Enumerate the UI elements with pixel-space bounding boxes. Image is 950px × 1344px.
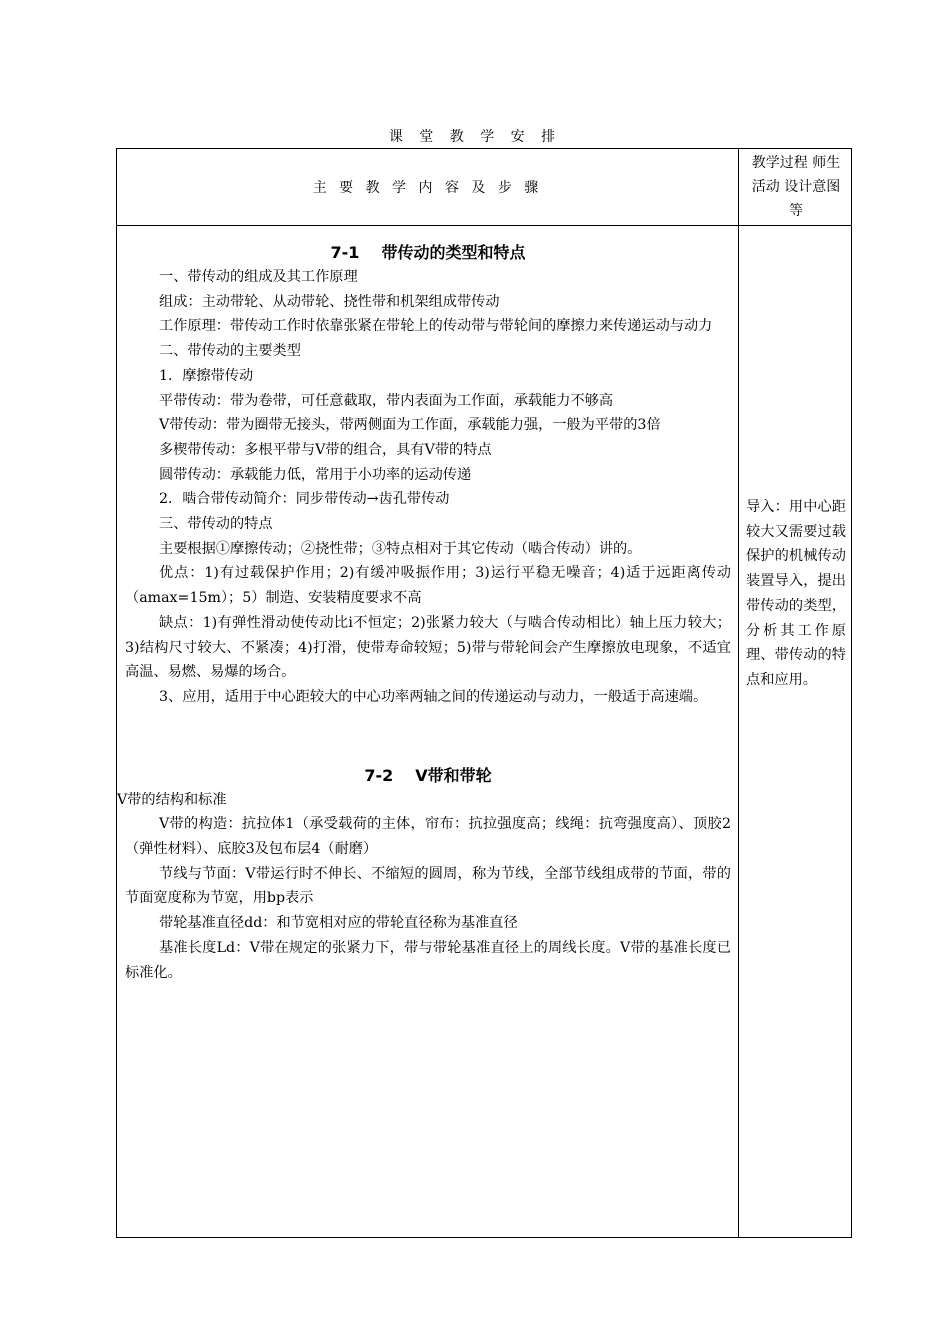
header-side-notes: 教学过程 师生活动 设计意图等 <box>751 155 841 219</box>
paragraph: 优点：1)有过载保护作用；2)有缓冲吸振作用；3)运行平稳无噪音；4)适于远距离传动（amax=15m）；5）制造、安装精度要求不高 <box>125 565 731 607</box>
section-2-heading <box>125 764 731 788</box>
section-2-number: 7-2 <box>364 765 394 785</box>
paragraph: 带轮基准直径dd：和节宽相对应的带轮直径称为基准直径 <box>159 915 518 932</box>
page-title: 课 堂 教 学 安 排 <box>388 129 562 145</box>
paragraph: 平带传动：带为卷带，可任意截取，带内表面为工作面，承载能力不够高 <box>159 392 614 409</box>
paragraph: V带的构造：抗拉体1（承受载荷的主体，帘布：抗拉强度高；线绳：抗弯强度高）、顶胶2（弹性材料）、底胶3及包布层4（耐磨） <box>125 816 731 858</box>
section-2-subtitle: V带的结构和标准 <box>117 791 227 808</box>
column-divider <box>738 149 739 1237</box>
paragraph: 主要根据①摩擦传动；②挠性带；③特点相对于其它传动（啮合传动）讲的。 <box>159 540 642 557</box>
paragraph: 三、带传动的特点 <box>159 516 273 533</box>
paragraph: 组成：主动带轮、从动带轮、挠性带和机架组成带传动 <box>159 293 500 310</box>
paragraph: 1．摩擦带传动 <box>159 367 254 384</box>
section-2-title: V带和带轮 <box>415 765 492 785</box>
spacer <box>125 710 731 764</box>
paragraph: 圆带传动：承载能力低，常用于小功率的运动传递 <box>159 466 472 483</box>
paragraph: 缺点：1)有弹性滑动使传动比i不恒定；2)张紧力较大（与啮合传动相比）轴上压力较大；3)结构尺寸较大、不紧凑；4)打滑，使带寿命较短；5)带与带轮间会产生摩擦放电现象，不适宜高温、易燃、易爆的场合。 <box>125 614 731 681</box>
paragraph: 基准长度Ld：V带在规定的张紧力下，带与带轮基准直径上的周线长度。V带的基准长度已标准化。 <box>125 939 731 981</box>
header-divider <box>117 225 851 226</box>
section-1-heading <box>125 241 731 265</box>
paragraph: 节线与节面：V带运行时不伸长、不缩短的圆周，称为节线，全部节线组成带的节面，带的节面宽度称为节宽，用bp表示 <box>125 865 731 907</box>
lesson-table <box>116 148 852 1238</box>
paragraph: 2．啮合带传动简介：同步带传动→齿孔带传动 <box>159 491 450 508</box>
paragraph: 工作原理：带传动工作时依靠张紧在带轮上的传动带与带轮间的摩擦力来传递运动与动力 <box>159 318 713 335</box>
paragraph: V带传动：带为圈带无接头，带两侧面为工作面，承载能力强，一般为平带的3倍 <box>159 417 661 434</box>
paragraph: 多楔带传动：多根平带与V带的组合，具有V带的特点 <box>159 441 492 458</box>
main-content <box>117 241 731 985</box>
header-main-content: 主 要 教 学 内 容 及 步 骤 <box>312 180 543 196</box>
paragraph: 二、带传动的主要类型 <box>159 343 301 360</box>
side-note: 导入：用中心距较大又需要过载保护的机械传动装置导入，提出带传动的类型，分析其工作原理、带传动的特点和应用。 <box>746 499 846 688</box>
paragraph: 一、带传动的组成及其工作原理 <box>159 269 358 285</box>
section-1-number: 7-1 <box>330 243 360 262</box>
paragraph: 3、应用，适用于中心距较大的中心功率两轴之间的传递运动与动力，一般适于高速端。 <box>159 688 708 705</box>
section-1-title: 带传动的类型和特点 <box>381 243 526 262</box>
